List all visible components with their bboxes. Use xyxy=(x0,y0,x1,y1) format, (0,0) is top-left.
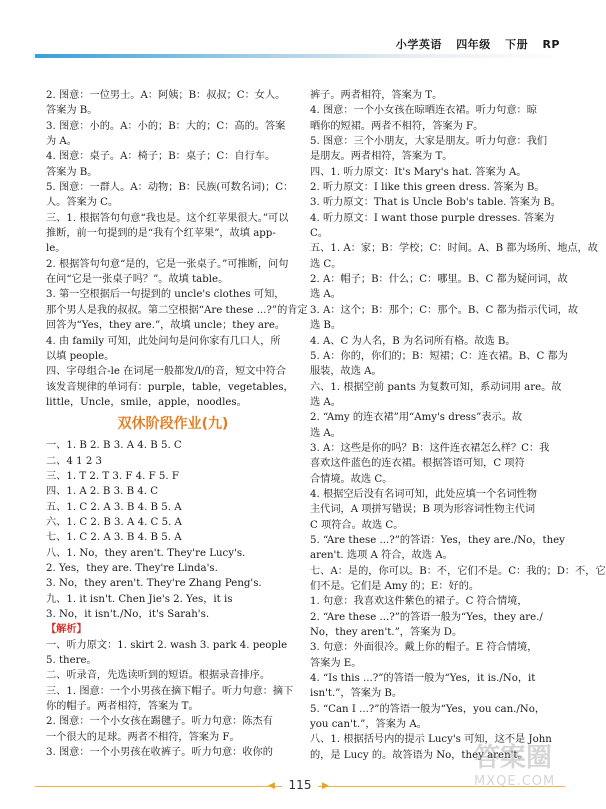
header-grade: 四年级 xyxy=(456,38,491,51)
text-line: you can't.”，答案为 A。 xyxy=(310,719,427,731)
text-line: 四、1. 听力原文：It's Mary's hat. 答案为 A。 xyxy=(310,166,527,178)
text-line: 选 A。 xyxy=(310,289,341,301)
text-line: 3. A：这个；B：那个；C：那个。B、C 都为指示代词，故 xyxy=(310,304,579,316)
text-line: 2. 图意：一个小女孩在踢毽子。听力句意：陈杰有 xyxy=(46,716,273,728)
text-line: 五、1. A：家；B：学校；C：时间。A、B 都为场所、地点，故 xyxy=(310,243,598,255)
text-line: 一、听力原文：1. skirt 2. wash 3. park 4. people xyxy=(46,639,288,651)
text-line: 合情境。故选 C。 xyxy=(310,473,393,485)
text-line: 3. No，it isn't./No，it's Sarah's. xyxy=(46,609,210,620)
text-line: 该发音规律的单词有：purple，table，vegetables， xyxy=(46,381,294,393)
text-line: 4. A、C 为人名，B 为名词所有格。故选 B。 xyxy=(310,335,516,347)
text-line: 1. 句意：我喜欢这件紫色的裙子。C 符合情境， xyxy=(310,596,528,608)
text-line: C。 xyxy=(310,228,328,240)
header-subject: 小学英语 xyxy=(395,38,442,51)
text-line: 4. “Is this ...?”的答语一般为“Yes，it is./No，it xyxy=(310,673,536,685)
text-line: 以填 people。 xyxy=(46,350,115,362)
text-line: 2. 根据答句句意“是的，它是一张桌子。”可推断，问句 xyxy=(46,258,289,270)
text-line: 晒你的短裙。两者不相符，答案为 F。 xyxy=(310,120,484,132)
text-line: 4. 图意：桌子。A：椅子；B：桌子；C：自行车。 xyxy=(46,151,276,163)
text-line: 七、A：是的，你可以。B：不，它们不是。C：我的；D：不，它 xyxy=(310,565,606,577)
text-line: 3. 听力原文：That is Uncle Bob's table. 答案为 B。 xyxy=(310,197,562,209)
text-line: 5. there。 xyxy=(46,655,97,667)
text-line: 2. A：帽子；B：什么；C：哪里。B、C 都为疑问词，故 xyxy=(310,274,568,286)
text-line: 六、1. 根据空前 pants 为复数可知，系动词用 are。故 xyxy=(310,381,562,393)
watermark-line2: MXQE.COM xyxy=(474,774,556,789)
text-line: 喜欢这件蓝色的连衣裙。根据答语可知，C 项符 xyxy=(310,458,525,470)
text-line: 你的帽子。两者相符，答案为 T。 xyxy=(46,701,199,713)
text-line: 选 A。 xyxy=(310,427,341,439)
header-rule xyxy=(35,54,565,58)
text-line: No，they aren't.”，答案为 D。 xyxy=(310,627,463,639)
text-line: 是朋友。两者相符，答案为 T。 xyxy=(310,151,453,163)
text-line: 答案为 B。 xyxy=(46,166,98,178)
text-line: 2. “Amy 的连衣裙”用“Amy's dress”表示。故 xyxy=(310,412,523,424)
text-line: 回答为“Yes，they are.”，故填 uncle；they are。 xyxy=(46,320,286,332)
running-header xyxy=(386,36,560,52)
text-line: 答案为 E。 xyxy=(310,657,362,669)
text-line: 为 A。 xyxy=(46,136,77,148)
watermark-line1: 答案圈 xyxy=(474,743,553,773)
text-line: 们不是。它们是 Amy 的；E：好的。 xyxy=(310,581,480,592)
text-line: 3. 图意：一个小男孩在收裤子。听力句意：收你的 xyxy=(46,747,273,759)
text-line: 一、1. B 2. B 3. A 4. B 5. C xyxy=(46,440,182,452)
text-line: 4. 听力原文：I want those purple dresses. 答案为 xyxy=(310,212,555,224)
text-line: 七、1. C 2. A 3. B 4. B 5. A xyxy=(46,532,182,544)
text-line: le。 xyxy=(46,243,66,255)
text-line: 主代词，A 项拼写错误；B 项为形容词性物主代词 xyxy=(310,504,536,516)
text-line: 四、字母组合-le 在词尾一般都发/l/的音，短文中符合 xyxy=(46,366,287,378)
text-line: 那个男人是我的叔叔。第二空根据“Are these ...?”的肯定 xyxy=(46,304,308,316)
text-line: 选 C。 xyxy=(310,258,342,270)
next-triangle-icon: ▶ xyxy=(322,781,329,791)
text-line: 选 A。 xyxy=(310,396,341,408)
text-line: 六、1. C 2. B 3. A 4. C 5. A xyxy=(46,516,182,528)
analysis-block xyxy=(46,638,300,761)
text-line: 裤子。两者相符，答案为 T。 xyxy=(310,90,443,101)
text-line: 选 B。 xyxy=(310,320,342,332)
text-line: 4. 根据空后没有名词可知，此处应填一个名词性物 xyxy=(310,488,537,500)
text-line: 5. 图意：三个小朋友，大家是朋友。听力句意：我们 xyxy=(310,136,548,148)
text-line: 三、1. T 2. T 3. F 4. F 5. F xyxy=(46,470,179,482)
text-line: 3. 句意：外面很冷。戴上你的帽子。E 符合情境， xyxy=(310,642,538,654)
text-line: 4. 由 family 可知，此处问句是问你家有几口人，所 xyxy=(46,335,281,347)
text-line: 二、听录音，先选读听到的短语。根据录音排序。 xyxy=(46,670,271,682)
text-line: 2. 图意：一位男士。A：阿姨；B：叔叔；C：女人。 xyxy=(46,90,286,101)
text-line: 一个很大的足球。两者不相符，答案为 F。 xyxy=(46,731,240,743)
text-line: little，Uncle，smile，apple，noodles。 xyxy=(46,396,247,408)
watermark-logo xyxy=(474,742,584,800)
section-title: 双休阶段作业(九) xyxy=(117,416,229,433)
text-line: 在问“它是一张桌子吗？”。故填 table。 xyxy=(46,274,229,286)
left-top-block xyxy=(46,88,308,410)
text-line: 2. “Are these ...?”的答语一般为“Yes，they are./ xyxy=(310,611,543,623)
text-line: 五、1. C 2. A 3. B 4. B 5. A xyxy=(46,501,182,513)
text-line: aren't. 选项 A 符合，故选 A。 xyxy=(310,550,453,562)
text-line: 5. “Can I ...?”的答语一般为“Yes，you can./No， xyxy=(310,703,546,715)
page-number: 115 xyxy=(282,778,318,792)
text-line: 人。答案为 C。 xyxy=(46,197,119,209)
text-line: 3. 图意：小的。A：小的；B：大的；C：高的。答案 xyxy=(46,120,286,132)
text-line: 服装，故选 A。 xyxy=(310,366,382,378)
text-line: 四、1. A 2. B 3. B 4. C xyxy=(46,486,159,498)
text-line: 的，是 Lucy 的。故答语为 No，they aren't。 xyxy=(310,749,528,761)
text-line: 九、1. it isn't. Chen Jie's 2. Yes，it is xyxy=(46,593,233,605)
header-term: 下册 xyxy=(505,38,529,51)
answer-key-block xyxy=(46,438,300,622)
left-column xyxy=(46,88,308,760)
text-line: 推断，前一句提到的是“我有个红苹果”，故填 app- xyxy=(46,228,276,240)
analysis-label: 【解析】 xyxy=(46,623,87,636)
text-line: 3. No，they aren't. They're Zhang Peng's. xyxy=(46,578,262,590)
header-edition: RP xyxy=(542,38,560,51)
text-line: C 项符合。故选 C。 xyxy=(310,519,404,531)
text-line: 4. 图意：一个小女孩在晾晒连衣裙。听力句意：晾 xyxy=(310,105,537,117)
text-line: 5. “Are these ...?”的答语：Yes，they are./No，they xyxy=(310,534,565,546)
right-text-block xyxy=(310,88,606,763)
text-line: 2. 听力原文：I like this green dress. 答案为 B。 xyxy=(310,182,545,194)
text-line: 2. Yes，they are. They're Linda's. xyxy=(46,562,218,574)
text-line: 二、4 1 2 3 xyxy=(46,455,103,467)
text-line: 3. A：这些是你的吗？B：这件连衣裙怎么样？C：我 xyxy=(310,442,550,454)
text-line: 答案为 B。 xyxy=(46,105,98,117)
prev-triangle-icon: ◀ xyxy=(268,781,275,791)
text-line: 3. 第一空根据后一句提到的 uncle's clothes 可知， xyxy=(46,289,285,301)
text-line: 八、1. No，they aren't. They're Lucy's. xyxy=(46,547,246,559)
text-line: 三、1. 图意：一个小男孩在摘下帽子。听力句意：摘下 xyxy=(46,685,294,697)
text-line: 八、1. 根据括号内的提示 Lucy's 可知，这不是 John xyxy=(310,734,552,746)
text-line: isn't.”，答案为 B。 xyxy=(310,688,403,700)
text-line: 5. 图意：一群人。A：动物；B：民族(可数名词)；C： xyxy=(46,182,294,194)
text-line: 三、1. 根据答句句意“我也是。这个红苹果很大。”可以 xyxy=(46,212,289,224)
text-line: 5. A：你的，你们的；B：短裙；C：连衣裙。B、C 都为 xyxy=(310,350,568,362)
right-column xyxy=(310,88,606,763)
